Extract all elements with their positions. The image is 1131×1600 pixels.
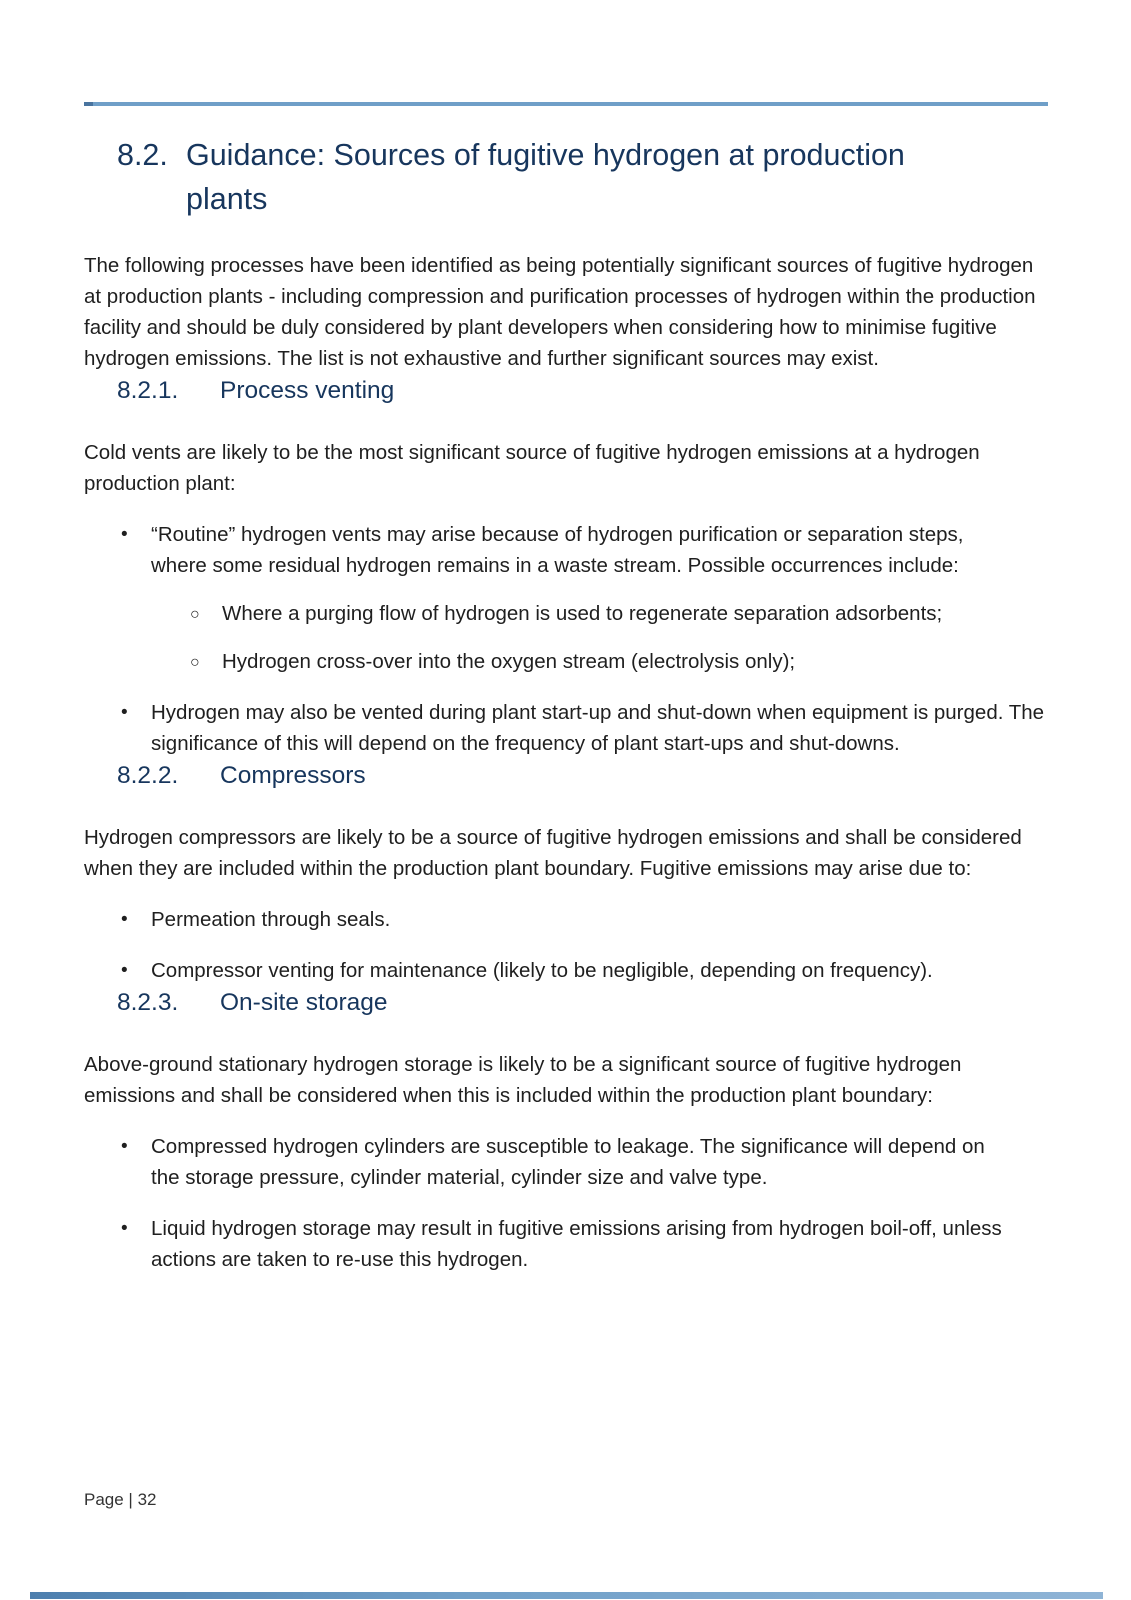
document-page — [84, 0, 1048, 1275]
bullet-icon: • — [121, 1218, 128, 1239]
page-title — [84, 133, 1048, 221]
page-title-number: 8.2. — [117, 138, 168, 172]
bullet-icon: • — [121, 524, 128, 545]
bullet-text: Compressor venting for maintenance (likely to be negligible, depending on frequency). — [151, 959, 933, 982]
bullet-icon: • — [121, 1136, 128, 1157]
bullet-text: Permeation through seals. — [151, 908, 391, 931]
bullet-icon: • — [121, 960, 128, 981]
intro-paragraph: The following processes have been identified as being potentially significant sources of fugitive hydrogen at production plants - including compression and purification processes of hydrogen within the production facility and should be duly considered by plant developers when considering how to minimise fugitive hydrogen emissions. The list is not exhaustive and further significant sources may exist. — [84, 254, 1036, 370]
section-number: 8.2.2. — [117, 762, 179, 789]
section-heading-process-venting — [84, 374, 1048, 408]
bullet-text: “Routine” hydrogen vents may arise because of hydrogen purification or separation steps, where some residual hydrogen remains in a waste stream. Possible occurrences include: — [151, 523, 964, 577]
bullet-item — [84, 1131, 1048, 1193]
circle-bullet-icon: ○ — [190, 606, 200, 623]
header-rule — [84, 102, 1048, 106]
bullet-item — [84, 1213, 1048, 1275]
bullet-text: Hydrogen may also be vented during plant start-up and shut-down when equipment is purged. The significance of this will depend on the frequency of plant start-ups and shut-downs. — [151, 701, 1045, 755]
bullet-item — [84, 519, 1048, 581]
bullet-item — [84, 955, 1048, 986]
sub-bullet-text: Hydrogen cross-over into the oxygen stream (electrolysis only); — [222, 650, 796, 673]
section-heading-on-site-storage — [84, 986, 1048, 1020]
footer-rule — [30, 1592, 1103, 1599]
section-number: 8.2.1. — [117, 377, 179, 404]
section-title: On-site storage — [220, 989, 388, 1016]
page-title-text: Guidance: Sources of fugitive hydrogen at production plants — [186, 138, 905, 216]
bullet-item — [84, 904, 1048, 935]
bullet-icon: • — [121, 702, 128, 723]
lead-paragraph: Hydrogen compressors are likely to be a source of fugitive hydrogen emissions and shall be considered when they are included within the production plant boundary. Fugitive emissions may arise due to: — [84, 826, 1022, 880]
section-title: Process venting — [220, 377, 395, 404]
sub-bullet-item — [84, 598, 1048, 629]
page-number-footer: Page | 32 — [84, 1490, 157, 1509]
bullet-text: Liquid hydrogen storage may result in fugitive emissions arising from hydrogen boil-off, unless actions are taken to re-use this hydrogen. — [151, 1217, 1002, 1271]
section-number: 8.2.3. — [117, 989, 179, 1016]
bullet-icon: • — [121, 909, 128, 930]
sub-bullet-item — [84, 646, 1048, 677]
section-heading-compressors — [84, 759, 1048, 793]
bullet-item — [84, 697, 1048, 759]
lead-paragraph: Cold vents are likely to be the most significant source of fugitive hydrogen emissions at a hydrogen production plant: — [84, 441, 980, 495]
lead-paragraph: Above-ground stationary hydrogen storage is likely to be a significant source of fugitive hydrogen emissions and shall be considered when this is included within the production plant boundary: — [84, 1053, 962, 1107]
bullet-text: Compressed hydrogen cylinders are susceptible to leakage. The significance will depend on the storage pressure, cylinder material, cylinder size and valve type. — [151, 1135, 985, 1189]
circle-bullet-icon: ○ — [190, 654, 200, 671]
section-title: Compressors — [220, 762, 366, 789]
sub-bullet-text: Where a purging flow of hydrogen is used to regenerate separation adsorbents; — [222, 602, 943, 625]
